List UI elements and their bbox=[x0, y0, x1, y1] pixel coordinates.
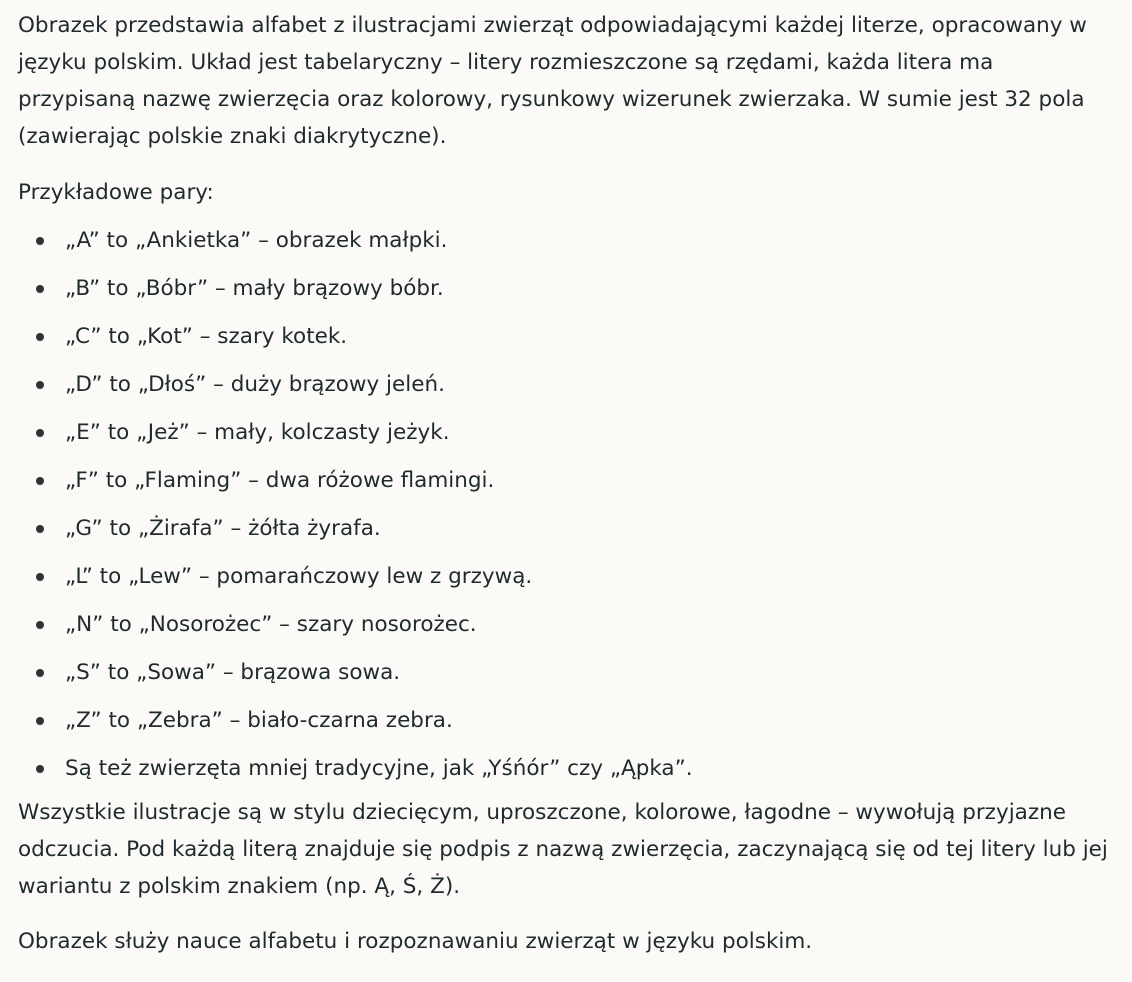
list-item-text: „E” to „Jeż” – mały, kolczasty jeżyk. bbox=[65, 420, 450, 445]
intro-paragraph: Obrazek przedstawia alfabet z ilustracjami zwierząt odpowiadającymi każdej literze, opracowany w języku polskim. Układ jest tabelaryczny – litery rozmieszczone są rzędami, każda litera ma przypisaną nazwę zwierzęcia oraz kolorowy, rysunkowy wizerunek zwierzaka. W sumie jest 32 pola (zawierając polskie znaki diakrytyczne). bbox=[18, 13, 1087, 149]
list-item-text: „Z” to „Zebra” – biało-czarna zebra. bbox=[65, 708, 453, 733]
list-item bbox=[18, 606, 1110, 654]
list-item-text: „A” to „Ankietka” – obrazek małpki. bbox=[65, 228, 448, 253]
list-item bbox=[18, 414, 1110, 462]
list-item bbox=[18, 222, 1110, 270]
bullet-icon bbox=[36, 669, 44, 677]
list-item-text: „G” to „Żirafa” – żółta żyrafa. bbox=[65, 516, 381, 541]
list-item-text: Są też zwierzęta mniej tradycyjne, jak „Yśńór” czy „Ąpka”. bbox=[65, 756, 693, 781]
list-item-text: „F” to „Flaming” – dwa różowe flamingi. bbox=[65, 468, 495, 493]
examples-list bbox=[18, 222, 1110, 798]
list-item-text: „C” to „Kot” – szary kotek. bbox=[65, 324, 348, 349]
list-item bbox=[18, 318, 1110, 366]
bullet-icon bbox=[36, 285, 44, 293]
list-item bbox=[18, 654, 1110, 702]
bullet-icon bbox=[36, 477, 44, 485]
list-item-text: „B” to „Bóbr” – mały brązowy bóbr. bbox=[65, 276, 444, 301]
list-item-text: „D” to „Dłoś” – duży brązowy jeleń. bbox=[65, 372, 445, 397]
bullet-icon bbox=[36, 525, 44, 533]
bullet-icon bbox=[36, 429, 44, 437]
bullet-icon bbox=[36, 333, 44, 341]
bullet-icon bbox=[36, 765, 44, 773]
list-item-text: „N” to „Nosorożec” – szary nosorożec. bbox=[65, 612, 477, 637]
list-item bbox=[18, 750, 1110, 798]
bullet-icon bbox=[36, 573, 44, 581]
final-paragraph: Obrazek służy nauce alfabetu i rozpoznawaniu zwierząt w języku polskim. bbox=[18, 929, 813, 954]
list-item bbox=[18, 702, 1110, 750]
list-item bbox=[18, 270, 1110, 318]
examples-label: Przykładowe pary: bbox=[18, 180, 214, 205]
bullet-icon bbox=[36, 717, 44, 725]
bullet-icon bbox=[36, 381, 44, 389]
list-item bbox=[18, 510, 1110, 558]
list-item bbox=[18, 558, 1110, 606]
list-item-text: „S” to „Sowa” – brązowa sowa. bbox=[65, 660, 401, 685]
list-item-text: „L” to „Lew” – pomarańczowy lew z grzywą. bbox=[65, 564, 533, 589]
list-item bbox=[18, 462, 1110, 510]
bullet-icon bbox=[36, 237, 44, 245]
bullet-icon bbox=[36, 621, 44, 629]
list-item bbox=[18, 366, 1110, 414]
closing-paragraph: Wszystkie ilustracje są w stylu dziecięcym, uproszczone, kolorowe, łagodne – wywołują przyjazne odczucia. Pod każdą literą znajduje się podpis z nazwą zwierzęcia, zaczynającą się od tej litery lub jej wariantu z polskim znakiem (np. Ą, Ś, Ż). bbox=[18, 800, 1108, 899]
